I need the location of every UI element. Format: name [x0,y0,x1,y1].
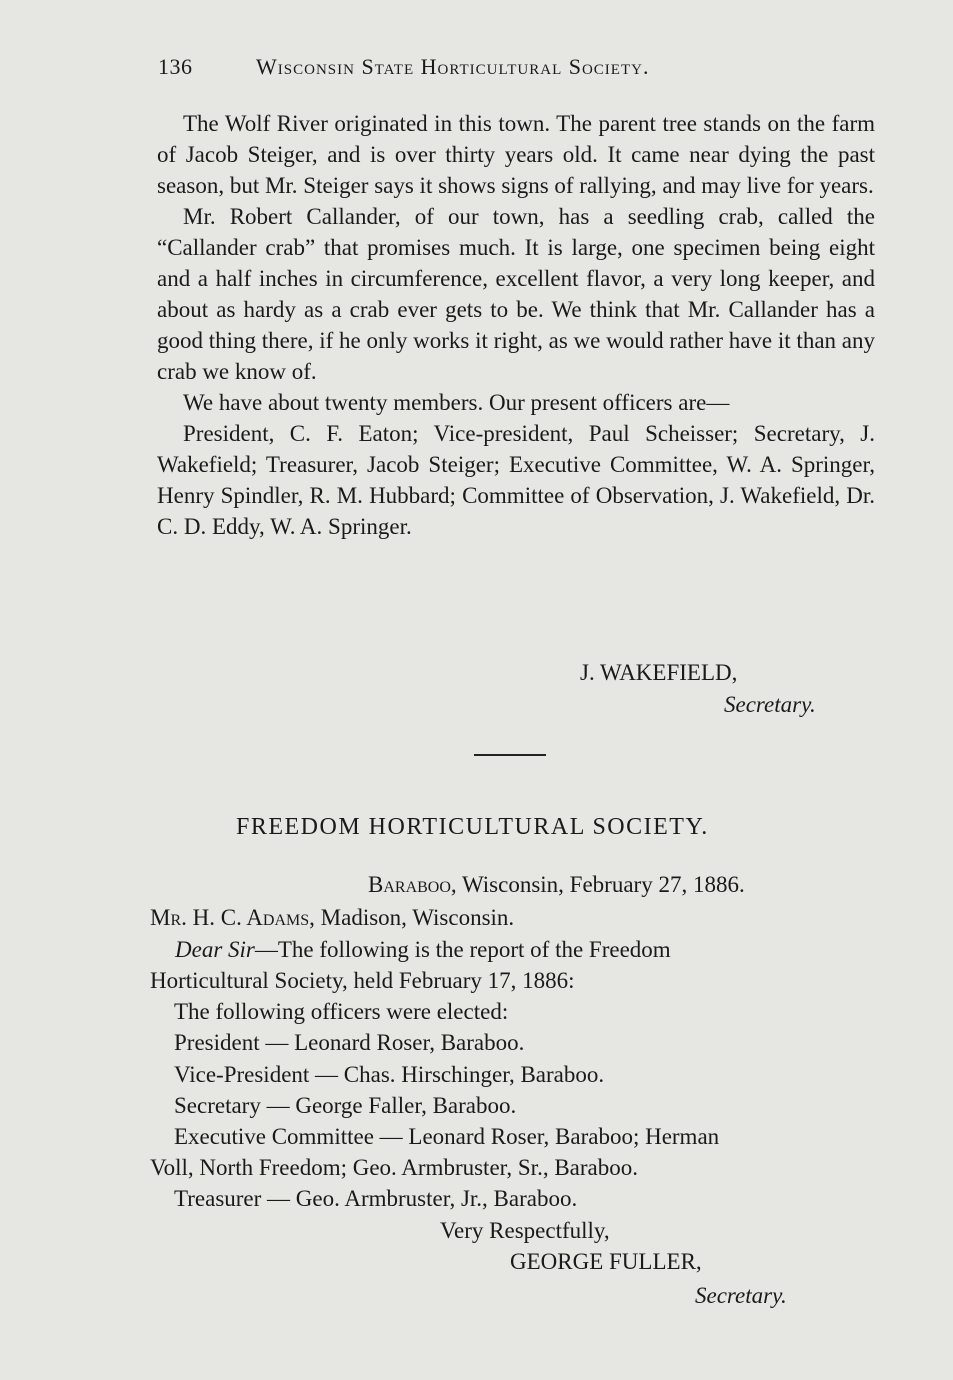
officers-intro: The following officers were elected: [174,999,509,1024]
first-signature-title: Secretary. [724,692,816,717]
dateline [368,872,745,898]
first-report-body [157,108,875,542]
section-title: FREEDOM HORTICULTURAL SOCIETY. [236,814,709,840]
first-signature-name: J. WAKEFIELD, [580,660,738,685]
addressee-place: Madison, Wisconsin. [320,905,515,930]
addressee-name: Mr. H. C. Adams, [150,905,315,930]
officer-treasurer: Treasurer — Geo. Armbruster, Jr., Baraboo. [174,1186,578,1211]
officer-executive-line-1: Executive Committee — Leonard Roser, Baraboo; Herman [174,1124,720,1149]
addressee [150,905,514,931]
running-head [158,54,798,80]
intro-line-2: Horticultural Society, held February 17, 1886: [150,968,575,993]
officer-secretary: Secretary — George Faller, Baraboo. [174,1093,517,1118]
paragraph-callander-crab: Mr. Robert Callander, of our town, has a seedling crab, called the “Callander crab” that promises much. It is large, one specimen being eight and a half inches in circumference, excellent flavor, a very long keeper, and about as hardy as a crab ever gets to be. We think that Mr. Callander has a good thing there, if he only works it right, as we would rather have it than any crab we know of. [157,204,875,384]
running-title: Wisconsin State Horticultural Society. [256,54,650,79]
paragraph-officers: President, C. F. Eaton; Vice-president, Paul Scheisser; Secretary, J. Wakefield; Treasurer, Jacob Steiger; Executive Committee, W. A. Springer, Henry Spindler, R. M. Hubbard; Committee of Observation, J. Wakefield, Dr. C. D. Eddy, W. A. Springer. [157,421,875,539]
dateline-rest: Wisconsin, February 27, 1886. [462,872,745,897]
section-divider [474,754,546,756]
officer-vice-president: Vice-President — Chas. Hirschinger, Baraboo. [174,1062,605,1087]
officer-president: President — Leonard Roser, Baraboo. [174,1030,525,1055]
second-signature-name: GEORGE FULLER, [510,1249,702,1274]
second-signature-title: Secretary. [695,1283,787,1308]
closing: Very Respectfully, [440,1218,610,1243]
intro-line-1 [175,937,671,963]
page-number: 136 [158,54,193,79]
paragraph-wolf-river: The Wolf River originated in this town. The parent tree stands on the farm of Jacob Steiger, and is over thirty years old. It came near dying the past season, but Mr. Steiger says it shows signs of rallying, and may live for years. [157,111,875,198]
paragraph-members: We have about twenty members. Our present officers are— [183,390,730,415]
salutation: Dear Sir [175,937,255,962]
dateline-place: Baraboo, [368,872,457,897]
intro-line-1-text: —The following is the report of the Freedom [254,937,671,962]
officer-executive-line-2: Voll, North Freedom; Geo. Armbruster, Sr., Baraboo. [150,1155,638,1180]
